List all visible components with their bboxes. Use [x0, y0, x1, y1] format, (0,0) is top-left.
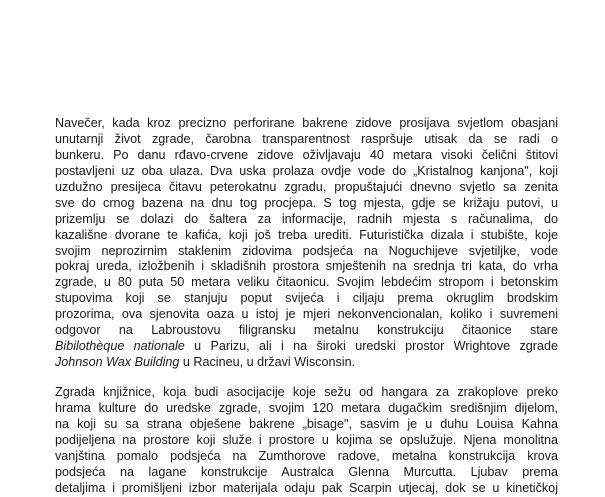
text-line: podijeljena na prostore koji služe i prostore u kojima se opslužuje. Njena monolitna	[55, 432, 558, 447]
italic-title: Johnson Wax Building	[55, 355, 180, 370]
text-line: postavljeni uz oba ulaza. Dva uska prolaza ovdje vode do „Kristalnog kanjona", koji	[55, 163, 558, 178]
text-run: u Parizu, ali i na široki uredski prostor Wrightove zgrade	[184, 339, 558, 354]
paragraph-1	[55, 116, 558, 371]
text-run: u Racineu, u državi Wisconsin.	[179, 355, 356, 370]
text-line: svojim neprozirnim staklenim zidovima podsjeća na Noguchijeve svjetiljke, vode	[55, 243, 558, 258]
text-line: stupovima koji se stanjuju poput svijeća i ciljaju prema okruglim brodskim	[55, 291, 558, 306]
italic-title: Bibilothèque nationale	[55, 339, 185, 354]
text-line: prizemlju se dolazi do šaltera za informacije, radnih mjesta s računalima, do	[55, 211, 558, 226]
paragraph-2	[55, 385, 558, 497]
text-line	[55, 355, 558, 371]
text-line: na koji su sa strana obješene bakrene „bisage", sasvim je u duhu Louisa Kahna	[55, 416, 558, 431]
text-line: detaljima i promišljeni izbor materijala odaju pak Scarpin utjecaj, dok se u kinetičkoj	[55, 480, 558, 495]
text-line: odgovor na Labroustovu filigransku metalnu konstrukciju čitaonice stare	[55, 323, 558, 338]
text-line: vanjština pomalo podsjeća na Zumthorove radove, metalna konstrukcija krova	[55, 448, 558, 463]
text-line: Zgrada knjižnice, koja budi asocijacije koje sežu od hangara za zrakoplove preko	[55, 385, 558, 399]
text-line: podsjeća na lagane konstrukcije Australca Glenna Murcutta. Ljubav prema	[55, 464, 558, 479]
text-line: unutarnji život zgrade, čarobna transparentnost raspršuje utisak da se radi o	[55, 131, 558, 146]
text-line: kazališne dvorane te kafića, koji još treba urediti. Futuristička dizala i stubište, koje	[55, 227, 558, 242]
text-line: zgrade, u 80 puta 50 metara veliku čitaonicu. Svojim lebdećim stropom i betonskim	[55, 275, 558, 290]
text-line: hrama kulture do uredske zgrade, svojim 120 metara dugačkim središnjim dijelom,	[55, 400, 558, 415]
text-line: bunkeru. Po danu rđavo-crvene zidove oživljavaju 40 metara visoki čelični štitovi	[55, 147, 558, 162]
text-line: uzdužno presijeca čitavu peterokatnu zgradu, propuštajući dnevno svjetlo sa zenita	[55, 179, 558, 194]
text-line	[55, 339, 558, 355]
text-line: pokraj ureda, izložbenih i skladišnih prostora smještenih na srednja tri kata, do vrha	[55, 259, 558, 274]
text-line: Navečer, kada kroz precizno perforirane bakrene zidove prosijava svjetlom obasjani	[55, 116, 558, 130]
text-line: prozorima, ova sjenovita oaza u istoj je mjeri nekonvencionalan, koliko i suvremeni	[55, 307, 558, 322]
text-line: sve do crnog bazena na dnu tog procjepa. S tog mjesta, gdje se križaju putovi, u	[55, 195, 558, 210]
